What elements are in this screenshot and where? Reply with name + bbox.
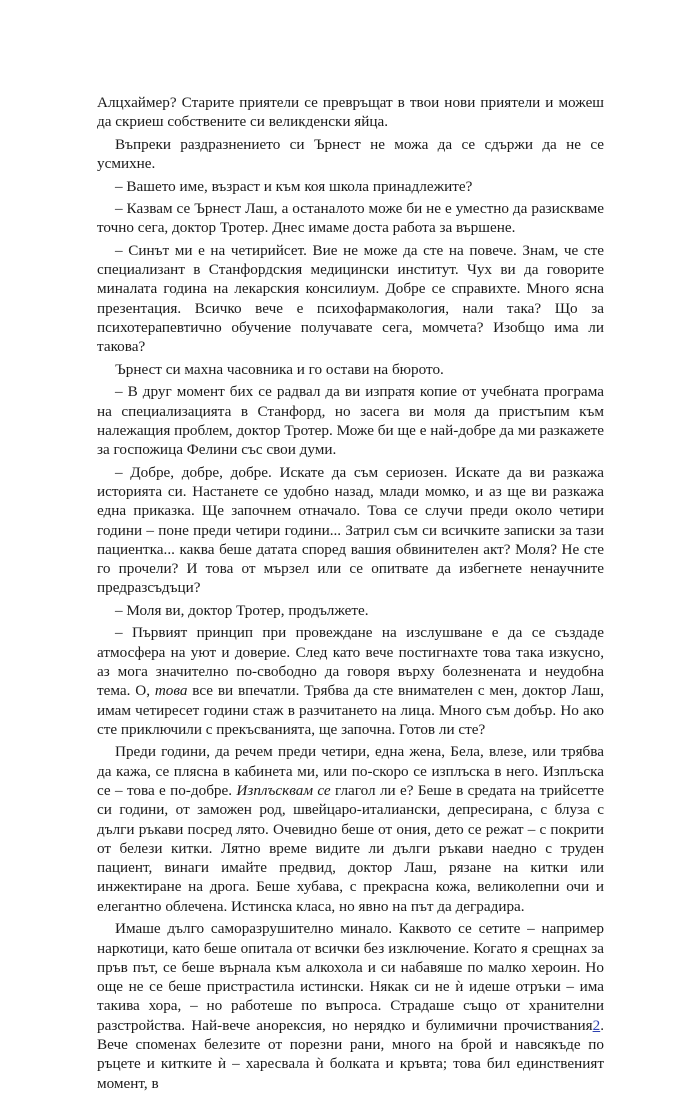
body-paragraph	[97, 199, 604, 238]
body-paragraph	[97, 601, 604, 620]
body-paragraph	[97, 919, 604, 1093]
italic-text: Изплъсквам се	[236, 781, 331, 799]
text-run: Въпреки раздразнението си Ърнест не можа да се сдържи да не се усмихне.	[97, 135, 604, 173]
text-run: Алцхаймер? Старите приятели се превръщат в твои нови приятели и можеш да скриеш собствените си великденски яйца.	[97, 94, 604, 131]
text-run: – Моля ви, доктор Тротер, продължете.	[115, 601, 369, 619]
text-run: глагол ли е? Беше в средата на трийсетте си години, от заможен род, швейцаро-италиански, депресирана, с блуза с дълги ръкави посред лято. Очевидно беше от ония, дето се режат – с покрити от белези китки. Лятно време видите ли дълги ръкави наедно с труден пациент, винаги имайте предвид, доктор Лаш, рязане на китки или инжектиране на дрога. Беше хубава, с прекрасна кожа, великолепни очи и елегантно облечена. Истинска класа, но явно на път да деградира.	[97, 781, 604, 915]
text-run: – Казвам се Ърнест Лаш, а останалото може би не е уместно да разискваме точно сега, доктор Тротер. Днес имаме доста работа за вършене.	[97, 200, 604, 237]
body-paragraph	[97, 360, 604, 379]
body-paragraph	[97, 93, 604, 132]
text-run: Ърнест си махна часовника и го остави на бюрото.	[115, 360, 444, 378]
text-run: Преди години, да речем преди четири, една жена, Бела, влезе, или трябва да кажа, се плясна в кабинета ми, или по-скоро се изплъска в него. Изплъска се – това е по-добре.	[97, 743, 604, 799]
italic-text: това	[154, 682, 188, 700]
text-run: Имаше дълго саморазрушително минало. Каквото се сетите – например наркотици, като беше опитала от всички без изключение. Когато я срещнах за пръв път, се беше върнала към алкохола и си набавяше по малко хероин. Но още не се беше пристрастила истински. Някак си не ѝ идеше отръки – има такива хора, – но работеше по въпроса. Страдаше също от хранителни разстройства. Най-вече анорексия, но нерядко и булимични прочиствания	[97, 920, 604, 1034]
text-run: – Вашето име, възраст и към коя школа принадлежите?	[115, 177, 473, 195]
text-run: все ви впечатли. Трябва да сте внимателен с мен, доктор Лаш, имам четиресет години стаж в разчитането на лица. Много съм добър. Но ако сте приключили с прекъсванията, ще започна. Готов ли сте?	[97, 682, 604, 738]
body-paragraph	[97, 135, 604, 174]
text-run: – Синът ми е на четирийсет. Вие не може да сте на повече. Знам, че сте специализант в Станфордския медицински институт. Чух ви да говорите миналата година на лекарския консилиум. Добре се справихте. Много ясна презентация. Всичко вече е психофармакология, нали така? Що за психотерапевтично обучение получавате сега, момчета? Изобщо има ли такова?	[97, 241, 604, 356]
document-page	[97, 93, 604, 1093]
body-paragraph	[97, 742, 604, 916]
body-paragraph	[97, 623, 604, 739]
text-run: – В друг момент бих се радвал да ви изпратя копие от учебната програма на специализацията в Станфорд, но засега ви моля да пристъпим към належащия проблем, доктор Тротер. Може би ще е най-добре да ми разкажете за госпожица Фелини със свои думи.	[97, 383, 604, 459]
body-paragraph	[97, 177, 604, 196]
text-run: . Вече споменах белезите от порезни рани, много на брой и навсякъде по ръцете и китките ѝ – харесвала ѝ болката и кръвта; това бил единственият момент, в	[97, 1016, 604, 1092]
body-paragraph	[97, 463, 604, 598]
body-paragraph	[97, 382, 604, 459]
text-run: – Добре, добре, добре. Искате да съм сериозен. Искате да ви разкажа историята си. Настанете се удобно назад, млади момко, и аз ще ви разкажа една приказка. Ще започнем отначало. Това се случи преди около четири години – поне преди четири години... Затрил съм си всичките записки за тази пациентка... каква беше датата според вашия обвинителен акт? Моля? Не сте го прочели? И това от мързел или се опитвате да избегнете ненаучните предразсъдъци?	[97, 463, 604, 597]
footnote-reference-link[interactable]: 2	[592, 1016, 601, 1034]
text-run: – Първият принцип при провеждане на изслушване е да се създаде атмосфера на уют и доверие. След като вече постигнахте това така изкусно, аз мога значително по-свободно да говоря върху болезнената и неудобна тема. О,	[97, 624, 604, 700]
body-paragraph	[97, 241, 604, 357]
